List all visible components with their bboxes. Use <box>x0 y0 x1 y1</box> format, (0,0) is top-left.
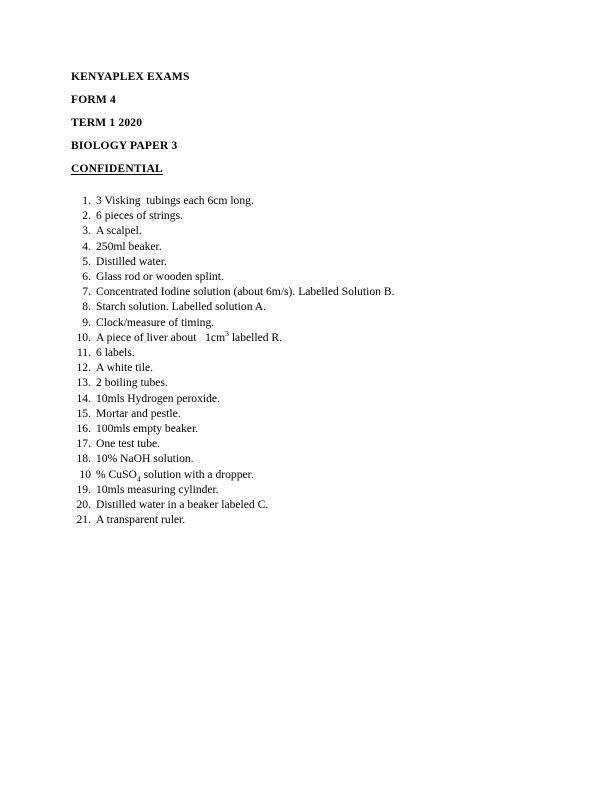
document-heading-4: BIOLOGY PAPER 3 <box>71 140 178 152</box>
list-item <box>71 360 552 375</box>
list-item-text: Concentrated Iodine solution (about 6m/s). Labelled Solution B. <box>96 285 395 299</box>
list-item-number: 7. <box>82 285 91 299</box>
list-item-number: 18. <box>76 452 91 466</box>
list-item-text: 10mls measuring cylinder. <box>96 482 219 496</box>
list-item-number: 10. <box>76 330 91 344</box>
list-item <box>71 391 552 406</box>
list-item-number: 13. <box>76 376 91 390</box>
list-item <box>71 269 552 284</box>
list-item <box>71 421 552 436</box>
list-item-number: 1. <box>82 194 91 207</box>
list-item-text: 6 labels. <box>96 346 135 360</box>
list-item-subscript: 4 <box>136 473 141 483</box>
list-item-text-before: % CuSO <box>96 467 137 481</box>
list-item-number: 11. <box>76 346 91 360</box>
list-item-text: A scalpel. <box>96 224 142 238</box>
list-item <box>71 330 552 345</box>
list-item-number: 9. <box>82 315 91 329</box>
list-item <box>71 254 552 269</box>
list-item-text: 100mls empty beaker. <box>96 422 199 436</box>
document-heading-5: CONFIDENTIAL <box>71 163 163 175</box>
list-item-text: 2 boiling tubes. <box>96 376 168 390</box>
list-item-text: 250ml beaker. <box>96 239 162 253</box>
list-item-text: Clock/measure of timing. <box>96 315 215 329</box>
list-item-text: A transparent ruler. <box>96 513 186 527</box>
list-item-text <box>96 467 552 482</box>
list-item-number: 10 <box>79 467 91 481</box>
list-item <box>71 208 552 223</box>
list-item <box>71 497 552 512</box>
list-item-number: 2. <box>82 209 91 223</box>
list-item-number: 19. <box>76 482 91 496</box>
list-item-text: One test tube. <box>96 437 161 451</box>
list-item-text: Mortar and pestle. <box>96 406 181 420</box>
list-item <box>71 451 552 466</box>
list-item-number: 5. <box>82 254 91 268</box>
list-item <box>71 375 552 390</box>
list-item-text: 10mls Hydrogen peroxide. <box>96 391 220 405</box>
document-heading-3: TERM 1 2020 <box>71 117 143 129</box>
list-item-text: 10% NaOH solution. <box>96 452 194 466</box>
list-item <box>71 436 552 451</box>
document-heading-2: FORM 4 <box>71 94 116 106</box>
list-item-text <box>96 330 552 345</box>
list-item-number: 8. <box>82 300 91 314</box>
list-item <box>71 512 552 527</box>
list-item <box>71 223 552 238</box>
list-item-text-after: solution with a dropper. <box>140 467 254 481</box>
list-item <box>71 406 552 421</box>
list-item-number: 21. <box>76 513 91 527</box>
list-item <box>71 315 552 330</box>
list-item <box>71 284 552 299</box>
list-item-text: 3 Visking tubings each 6cm long. <box>96 194 254 207</box>
list-item <box>71 467 552 482</box>
list-item-number: 17. <box>76 437 91 451</box>
document-heading-block <box>71 66 552 181</box>
list-item-number: 12. <box>76 361 91 375</box>
list-item <box>71 193 552 208</box>
list-item-number: 15. <box>76 406 91 420</box>
list-item-number: 16. <box>76 422 91 436</box>
list-item <box>71 239 552 254</box>
list-item-text: Distilled water. <box>96 254 167 268</box>
list-item-text: Starch solution. Labelled solution A. <box>96 300 267 314</box>
list-item-text: 6 pieces of strings. <box>96 209 183 223</box>
list-item-number: 14. <box>76 391 91 405</box>
list-item-text: A white tile. <box>96 361 153 375</box>
list-item-text: Distilled water in a beaker labeled C. <box>96 498 269 512</box>
list-item <box>71 299 552 314</box>
list-item-text-before: A piece of liver about 1cm <box>96 330 226 344</box>
apparatus-list <box>71 193 552 527</box>
list-item <box>71 345 552 360</box>
list-item-number: 20. <box>76 498 91 512</box>
list-item <box>71 482 552 497</box>
list-item-number: 4. <box>82 239 91 253</box>
list-item-number: 3. <box>82 224 91 238</box>
document-heading-1: KENYAPLEX EXAMS <box>71 71 190 83</box>
list-item-text: Glass rod or wooden splint. <box>96 270 224 284</box>
list-item-text-after: labelled R. <box>228 330 283 344</box>
list-item-number: 6. <box>82 270 91 284</box>
list-item-superscript: 3 <box>225 328 229 338</box>
